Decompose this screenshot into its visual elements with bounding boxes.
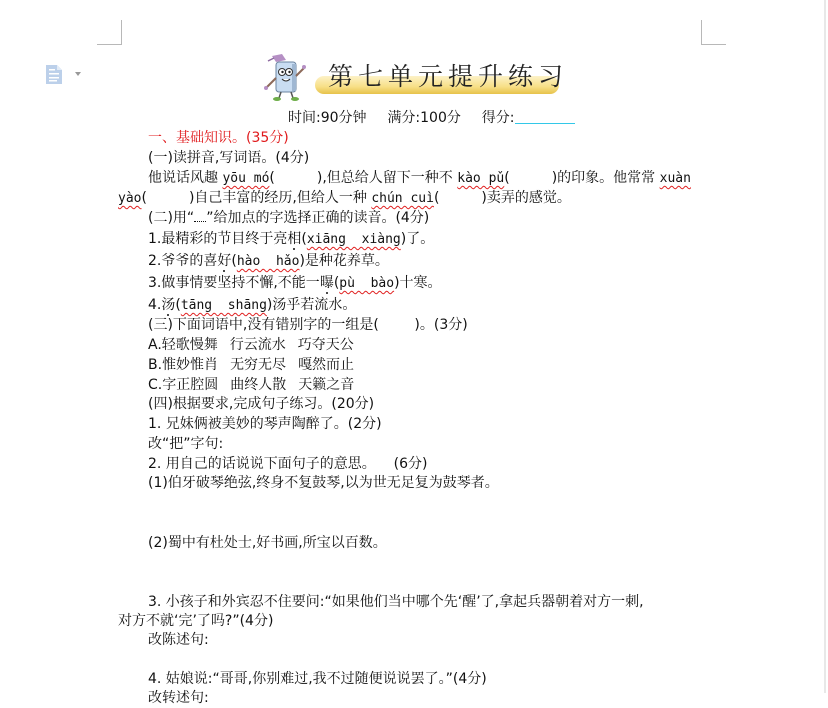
q2-heading [148, 208, 429, 228]
pinyin-options[interactable]: hào hǎo [236, 254, 300, 269]
text: ( [433, 190, 440, 206]
q2-item [148, 251, 389, 272]
chevron-down-icon[interactable] [75, 72, 81, 76]
dotted-char: 好 [217, 253, 232, 269]
text: )是种花养草。 [299, 253, 389, 269]
word: 巧夺天公 [297, 337, 354, 353]
time-label: 时间:90分钟 [288, 110, 367, 126]
q4-item3-line1: 3. 小孩子和外宾忍不住要问:“如果他们当中哪个先‘醒’了,拿起兵器朝着对方一刺, [148, 594, 644, 610]
dotted-char: 曝 [319, 275, 334, 291]
pinyin: chún cuì [371, 191, 434, 206]
word: 字正腔圆 [162, 377, 219, 393]
pinyin-options[interactable]: tāng shāng [180, 298, 267, 313]
section-heading: 一、基础知识。(35分) [148, 130, 289, 146]
underline-sample [194, 209, 206, 222]
word: 行云流水 [229, 337, 286, 353]
page-title: 第七单元提升练习 [328, 62, 569, 91]
q4-item2-sub2: (2)蜀中有杜处士,好书画,所宝以百数。 [148, 535, 387, 551]
score-label: 得分: [481, 110, 515, 126]
full-score-label: 满分:100分 [387, 110, 461, 126]
text: 3.做事情要坚持不懈,不能一 [148, 275, 320, 291]
q4-heading: (四)根据要求,完成句子练习。(20分) [148, 396, 375, 412]
q1-heading: (一)读拼音,写词语。(4分) [148, 150, 310, 166]
q4-item2: 2. 用自己的话说说下面句子的意思。 (6分) [148, 456, 428, 472]
q4-item3-task: 改陈述句: [148, 632, 209, 648]
q4-item4-task: 改转述句: [148, 690, 209, 706]
pinyin: kào pǔ [457, 171, 505, 186]
pinyin: xuàn [659, 171, 691, 186]
text: )十寒。 [394, 275, 442, 291]
pinyin: yōu mó [222, 171, 270, 186]
q2-item [148, 273, 442, 294]
option-label: B. [148, 357, 163, 373]
q3-option-a[interactable] [148, 335, 354, 355]
q3-heading: (三)下面词语中,没有错别字的一组是( )。(3分) [148, 317, 468, 333]
text: )了。 [400, 231, 435, 247]
text: ”给加点的字选择正确的读音。(4分) [206, 210, 430, 226]
scrollbar-edge[interactable] [824, 0, 826, 693]
margin-corner-top-right [701, 20, 726, 45]
text: ( [301, 231, 307, 247]
text: 2.爷爷的喜 [148, 253, 218, 269]
word: 无穷无尽 [230, 357, 287, 373]
text: )卖弄的感觉。 [481, 190, 571, 206]
text: )自己丰富的经历,但给人一种 [188, 190, 367, 206]
text: ),但总给人留下一种不 [316, 170, 453, 186]
q4-item2-sub1: (1)伯牙破琴绝弦,终身不复鼓琴,以为世无足复为鼓琴者。 [148, 475, 499, 491]
text: )汤乎若流水。 [266, 297, 357, 313]
exam-meta [288, 108, 575, 128]
q4-item3-line2: 对方不就‘完’了吗?”(4分) [118, 613, 274, 629]
margin-corner-top-left [97, 20, 122, 45]
text: 他说话风趣 [148, 170, 218, 186]
q3-option-b[interactable] [148, 355, 354, 375]
text: 4. [148, 297, 162, 313]
word: 惟妙惟肖 [162, 357, 219, 373]
q3-option-c[interactable] [148, 375, 354, 395]
option-label: A. [148, 337, 162, 353]
option-label: C. [148, 377, 163, 393]
word: 曲终人散 [230, 377, 287, 393]
text: (二)用“ [148, 210, 195, 226]
book-mascot-icon [262, 52, 310, 102]
pinyin-options[interactable]: pù bào [339, 276, 395, 291]
document-icon[interactable] [45, 64, 63, 85]
text: ( [269, 170, 275, 186]
q1-line2 [118, 188, 571, 209]
word: 轻歌慢舞 [161, 337, 218, 353]
score-blank[interactable] [515, 109, 575, 124]
word: 天籁之音 [298, 377, 355, 393]
q4-item1: 1. 兄妹俩被美妙的琴声陶醉了。(2分) [148, 416, 382, 432]
dotted-char: 汤 [161, 297, 176, 313]
text: ( [231, 253, 237, 269]
q4-item1-task: 改“把”字句: [148, 436, 224, 452]
pinyin: yào [118, 191, 142, 206]
text: ( [504, 170, 510, 186]
word: 嘎然而止 [298, 357, 355, 373]
q2-item [148, 229, 434, 250]
text: 1.最精彩的节目终于亮 [148, 231, 288, 247]
text: )的印象。他常常 [551, 170, 656, 186]
q2-item [148, 295, 356, 316]
q4-item4: 4. 姑娘说:“哥哥,你别难过,我不过随便说说罢了。”(4分) [148, 671, 487, 687]
text: ( [141, 190, 147, 206]
q1-line1 [148, 168, 691, 189]
text: ( [175, 297, 181, 313]
pinyin-options[interactable]: xiāng xiàng [306, 232, 401, 247]
dotted-char: 相 [287, 231, 302, 247]
text: ( [333, 275, 340, 291]
